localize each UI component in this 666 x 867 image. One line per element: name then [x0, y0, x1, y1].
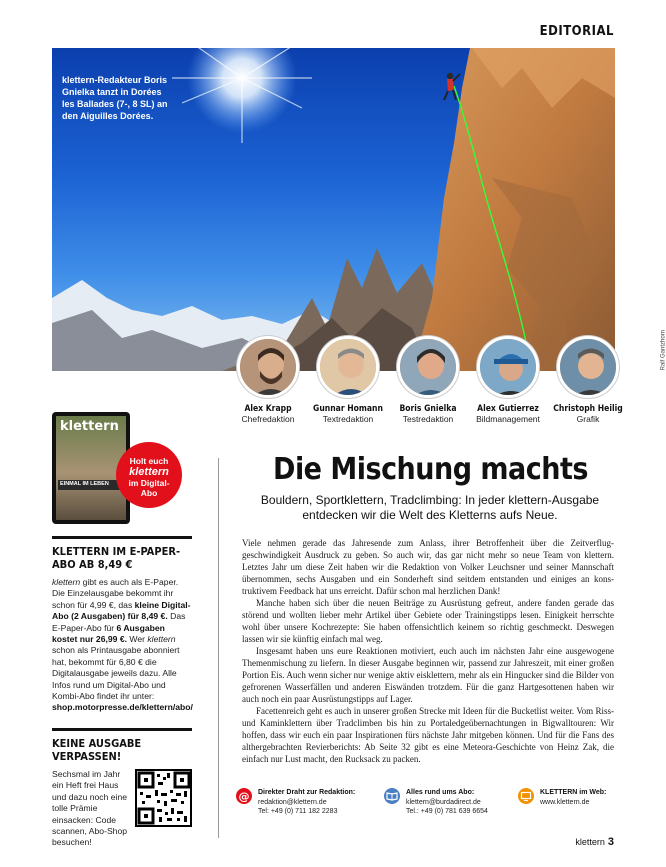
monitor-icon [518, 788, 534, 804]
divider [52, 728, 192, 731]
team-member [228, 336, 308, 425]
badge-line: Holt euch [129, 456, 169, 466]
member-role: Textredaktion [322, 414, 374, 424]
book-icon [384, 788, 400, 804]
contact-phone: Tel: +49 (0) 711 182 2283 [258, 808, 338, 815]
badge-line: im Digital- [128, 478, 170, 488]
magazine-cover-line: EINMAL IM LEBEN [58, 480, 124, 490]
avatar [477, 336, 539, 398]
miss-heading: KEINE AUSGABE VERPASSEN! [52, 736, 142, 763]
rock-face [412, 48, 615, 371]
contact-editorial [236, 788, 355, 817]
photo-credit: Ralf Gantzhorn [660, 330, 666, 371]
member-name: Christoph Heilig [553, 404, 623, 414]
avatar [397, 336, 459, 398]
team-member [548, 336, 628, 425]
paragraph: Insgesamt haben uns eure Reaktionen motiviert, euch auch im nächsten Jahr eine ausgewogene Themenmischung zu liefern. In dieser Ausgabe beginnen wir, passend zur Jahreszeit, mit einer großen Portion Eis. Auch wenn sicher nur wenige aktiv eisklettern, mehr als ein Hingucker sind die Bilder von gefrorenen Wasserfällen und anderen Eiswänden trotzdem. Für die ganz Hartgesottenen haben wir auch noch ein paar Ausrüstungstipps auf Lager. [242, 646, 614, 704]
contact-email[interactable]: redaktion@klettern.de [258, 798, 327, 806]
member-name: Gunnar Homann [313, 404, 383, 414]
footer-brand: klettern [575, 837, 605, 847]
avatar [557, 336, 619, 398]
divider [52, 536, 192, 539]
qr-code[interactable] [135, 769, 192, 827]
contacts [236, 788, 626, 836]
contact-phone: Tel.: +49 (0) 781 639 6654 [406, 808, 488, 815]
member-role: Chefredaktion [241, 414, 295, 424]
member-role: Bildmanagement [476, 414, 540, 424]
paragraph: Viele nehmen gerade das Jahresende zum Anlass, ihrer Betroffenheit über die Zeitverfluggeschwindigkeit Ausdruck zu geben. So auch wir, das gar nicht mehr so neue Team von klettern. Letztes Jahr um diese Zeit haben wir die Redaktion von Volker Leuchsner und seiner Mannschaft übernommen, sechs Ausgaben und ein Sonderheft sind seitdem entstanden und einiges an konstruktivem Feedback hat uns erreicht. Dafür schon mal herzlichen Dank! [242, 538, 614, 596]
avatar [237, 336, 299, 398]
contact-email[interactable]: klettern@burdadirect.de [406, 798, 481, 806]
abo-text: klettern gibt es auch als E-Paper. Die Einzelausgabe bekommt ihr schon für 4,99 €, das kleine Digital-Abo (2 Ausgaben) für 8,49 €. Das E-Paper-Abo für 6 Ausgaben kostet nur 26,99 €. Wer klettern schon als Printausgabe abonniert hat, bekommt für 6,80 € die Digitalausgabe jeweils dazu. Alle Infos rund um Digital-Abo und Kombi-Abo findet ihr unter: shop.motorpresse.de/klettern/abo/ [52, 577, 193, 713]
page-footer [575, 836, 614, 848]
column-rule [218, 458, 219, 838]
svg-text:@: @ [238, 790, 250, 803]
magazine-logo: klettern [60, 419, 119, 434]
contact-title: Alles rund ums Abo: [406, 789, 475, 796]
team-member [388, 336, 468, 425]
article-body [242, 537, 614, 765]
contact-abo [384, 788, 488, 817]
article-headline: Die Mischung machts [273, 452, 588, 487]
contact-title: KLETTERN im Web: [540, 789, 607, 796]
photo-caption: klettern-Redakteur Boris Gnielka tanzt in Dorées les Ballades (7-, 8 SL) an den Aiguilles Dorées. [62, 75, 168, 121]
badge-brand: klettern [129, 466, 169, 478]
miss-text: Sechsmal im Jahr ein Heft frei Haus und dazu noch eine tolle Prämie einsacken: Code scannen, Abo-Shop besuchen! [52, 768, 128, 848]
member-name: Alex Gutierrez [477, 404, 539, 414]
team-member [308, 336, 388, 425]
at-icon [236, 788, 252, 804]
paragraph: Facettenreich geht es auch in unserer großen Strecke mit Ideen für die Bucketlist weiter. Vom Riss- und Kaminklettern über Tradclimben bis hin zu Portaledgeübernachtungen in Bigwalltouren: Wir hoffen, dass wir euch ein paar Inspirationen fürs nächste Jahr mitgeben können. Und für die Fans des althergebrachten Revierberichts: Ab Seite 32 gibt es eine Meteora-Geschichte von Heinz Zak, die einfach nur Lust macht, den Rucksack zu packen. [242, 706, 614, 764]
team-member [468, 336, 548, 425]
abo-link[interactable]: shop.motorpresse.de/klettern/abo/ [52, 702, 193, 713]
member-name: Boris Gnielka [399, 404, 457, 414]
contact-title: Direkter Draht zur Redaktion: [258, 789, 356, 796]
team-row [228, 336, 623, 426]
paragraph: Manche haben sich über die neuen Beiträge zu Ausrüstung gefreut, andere fanden gerade das störend und wollten lieber mehr Artikel über Gebiete oder Trainingstipps lesen. Einigkeit herrschte wohl über unsere Kochrezepte: Sie haben offensichtlich keinem so richtig geschmeckt. Deswegen lassen wir sie künftig einfach mal weg. [242, 598, 614, 644]
digital-abo-badge[interactable] [116, 442, 182, 508]
hero-photo [52, 48, 615, 371]
page-number: 3 [607, 836, 614, 848]
contact-web [518, 788, 606, 807]
article-subhead: Bouldern, Sportklettern, Tradclimbing: In jeder klettern-Ausgabe entdecken wir die Welt des Kletterns aufs Neue. [260, 493, 600, 522]
section-label: EDITORIAL [539, 24, 614, 39]
contact-website[interactable]: www.klettern.de [540, 798, 590, 806]
badge-line: Abo [140, 488, 158, 498]
member-role: Testredaktion [402, 414, 454, 424]
sidebar [52, 412, 192, 849]
abo-heading: KLETTERN IM E-PAPER-ABO AB 8,49 € [52, 545, 181, 571]
member-name: Alex Krapp [244, 404, 292, 414]
avatar [317, 336, 379, 398]
member-role: Grafik [576, 414, 600, 424]
